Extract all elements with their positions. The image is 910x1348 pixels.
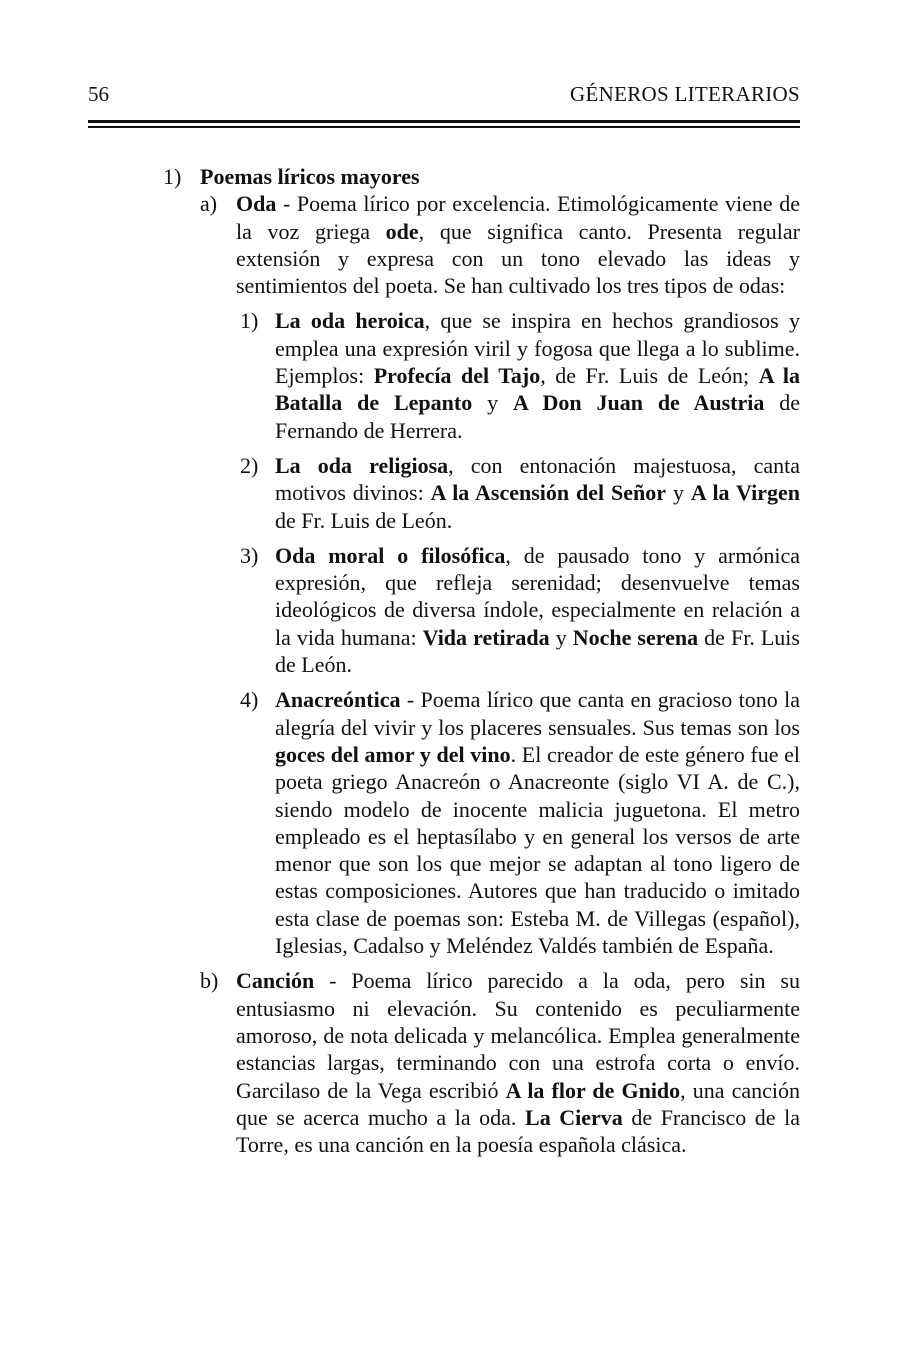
header-rule-thick [88, 120, 800, 123]
section-title: Poemas líricos mayores [200, 164, 420, 189]
emphasis: A la flor de Gnido [505, 1077, 681, 1103]
running-head: GÉNEROS LITERARIOS [570, 82, 800, 106]
term: Anacreóntica [275, 687, 401, 713]
subitem-label: 2) [240, 452, 259, 478]
item-label: b) [200, 968, 219, 994]
subitem-label: 1) [240, 308, 259, 334]
emphasis: A la Ascensión del Señor [430, 480, 667, 506]
subitem-text: La oda religiosa, con entonación majestuosa, canta motivos divinos: A la Ascensión del Señor y A la Virgen de Fr. Luis de León. [275, 452, 801, 533]
item-text: Canción - Poema lírico parecido a la oda, pero sin su entusiasmo ni elevación. Su contenido es peculiarmente amoroso, de nota delicada y melancólica. Emplea generalmente estancias largas, terminando con una estrofa corta o envío. Garcilaso de la Vega escribió A la flor de Gnido, una canción que se acerca mucho a la oda. La Cierva de Francisco de la Torre, es una canción en la poesía española clásica. [236, 968, 801, 1158]
emphasis: A la Batalla de Lepanto [275, 363, 800, 416]
page-header [88, 82, 800, 112]
subitem-anacreontica [240, 686, 800, 959]
term: La oda religiosa [275, 452, 449, 478]
subitem-label: 4) [240, 687, 259, 713]
term: Oda moral o filosófica [275, 542, 506, 568]
emphasis: Profecía del Tajo [373, 363, 541, 389]
subitem-text: La oda heroica, que se inspira en hechos grandiosos y emplea una expresión viril y fogosa que llega a lo sublime. Ejemplos: Profecía del Tajo, de Fr. Luis de León; A la Batalla de Lepanto y A Don Juan de Austria de Fernando de Herrera. [275, 308, 801, 443]
emphasis: Noche serena [572, 624, 699, 650]
subitem-oda-religiosa [240, 452, 801, 534]
header-rule-thin [88, 126, 800, 128]
emphasis: ode [385, 218, 419, 244]
subitem-oda-moral [240, 542, 800, 678]
section-heading [163, 163, 800, 190]
term: Canción [236, 968, 315, 994]
subitem-label: 3) [240, 542, 259, 568]
subitem-text: Anacreóntica - Poema lírico que canta en gracioso tono la alegría del vivir y los placeres sensuales. Sus temas son los goces del amor y del vino. El creador de este género fue el poeta griego Anacreón o Anacreonte (siglo VI A. de C.), siendo modelo de inocente malicia juguetona. El metro empleado es el heptasílabo y en general los versos de arte menor que son los que mejor se adaptan al tono ligero de estas composiciones. Autores que han traducido o imitado esta clase de poemas son: Esteba M. de Villegas (español), Iglesias, Cadalso y Meléndez Valdés también de España. [275, 687, 800, 959]
item-label: a) [200, 191, 218, 217]
page-number: 56 [88, 82, 109, 106]
list-item-cancion [200, 967, 801, 1158]
item-text: Oda - Poema lírico por excelencia. Etimológicamente viene de la voz griega ode, que significa canto. Presenta regular extensión y expresa con un tono elevado las ideas y sentimientos del poeta. Se han cultivado los tres tipos de odas: [236, 191, 801, 299]
list-item-oda [200, 190, 801, 299]
emphasis: La Cierva [525, 1104, 623, 1130]
emphasis: Vida retirada [422, 624, 550, 650]
page-content [0, 163, 910, 1158]
term: Oda [236, 191, 277, 217]
emphasis: A Don Juan de Austria [512, 390, 765, 416]
emphasis: goces del amor y del vino [275, 741, 511, 767]
subitem-text: Oda moral o filosófica, de pausado tono y armónica expresión, que refleja serenidad; desenvuelve temas ideológicos de diversa índole, especialmente en relación a la vida humana: Vida retirada y Noche serena de Fr. Luis de León. [275, 542, 800, 678]
section-label: 1) [163, 164, 182, 189]
subitem-oda-heroica [240, 307, 801, 443]
term: La oda heroica [275, 308, 425, 334]
emphasis: A la Virgen [690, 480, 801, 506]
